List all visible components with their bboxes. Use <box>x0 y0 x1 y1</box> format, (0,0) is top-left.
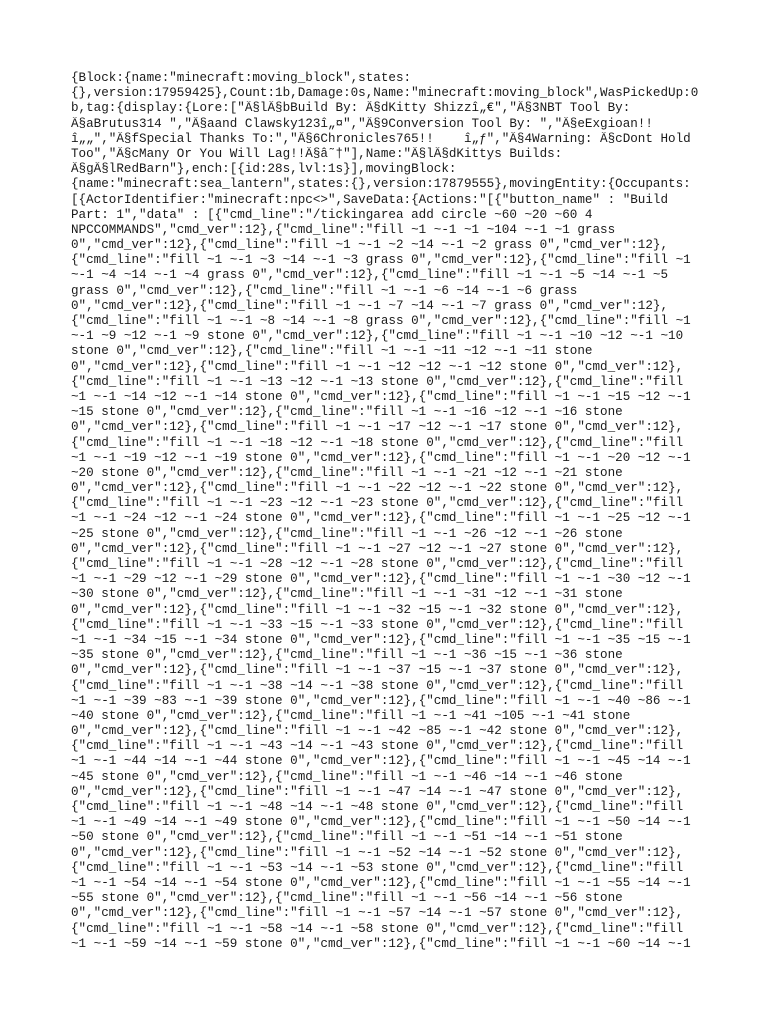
text-line: ~20 stone 0","cmd_ver":12},{"cmd_line":"fill ~1 ~-1 ~21 ~12 ~-1 ~21 stone <box>71 465 623 480</box>
text-line: ~1 ~-1 ~54 ~14 ~-1 ~54 stone 0","cmd_ver":12},{"cmd_line":"fill ~1 ~-1 ~55 ~14 ~-1 <box>71 875 691 890</box>
text-line: Â§aBrutus314 ","Â§aand Clawsky123î„¤","Â§9Conversion Tool By: ","Â§eExgioan!! <box>71 116 653 131</box>
text-line: {"cmd_line":"fill ~1 ~-1 ~23 ~12 ~-1 ~23 stone 0","cmd_ver":12},{"cmd_line":"fill <box>71 496 684 511</box>
text-line: 0","cmd_ver":12},{"cmd_line":"fill ~1 ~-1 ~7 ~14 ~-1 ~7 grass 0","cmd_ver":12}, <box>71 298 669 313</box>
text-line: ~35 stone 0","cmd_ver":12},{"cmd_line":"fill ~1 ~-1 ~36 ~15 ~-1 ~36 stone <box>71 648 623 663</box>
text-line: {"cmd_line":"fill ~1 ~-1 ~13 ~12 ~-1 ~13 stone 0","cmd_ver":12},{"cmd_line":"fill <box>71 374 684 389</box>
text-line: 0","cmd_ver":12},{"cmd_line":"fill ~1 ~-1 ~47 ~14 ~-1 ~47 stone 0","cmd_ver":12}, <box>71 784 684 799</box>
text-line: 0","cmd_ver":12},{"cmd_line":"fill ~1 ~-1 ~2 ~14 ~-1 ~2 grass 0","cmd_ver":12}, <box>71 238 669 253</box>
text-line: grass 0","cmd_ver":12},{"cmd_line":"fill ~1 ~-1 ~6 ~14 ~-1 ~6 grass <box>71 283 578 298</box>
text-line: stone 0","cmd_ver":12},{"cmd_line":"fill ~1 ~-1 ~11 ~12 ~-1 ~11 stone <box>71 344 593 359</box>
text-line: ~-1 ~9 ~12 ~-1 ~9 stone 0","cmd_ver":12},{"cmd_line":"fill ~1 ~-1 ~10 ~12 ~-1 ~10 <box>71 329 684 344</box>
text-line: ~1 ~-1 ~34 ~15 ~-1 ~34 stone 0","cmd_ver":12},{"cmd_line":"fill ~1 ~-1 ~35 ~15 ~-1 <box>71 632 691 647</box>
text-line: ~1 ~-1 ~19 ~12 ~-1 ~19 stone 0","cmd_ver":12},{"cmd_line":"fill ~1 ~-1 ~20 ~12 ~-1 <box>71 450 691 465</box>
text-line: {"cmd_line":"fill ~1 ~-1 ~3 ~14 ~-1 ~3 grass 0","cmd_ver":12},{"cmd_line":"fill ~1 <box>71 253 691 268</box>
text-line: {"cmd_line":"fill ~1 ~-1 ~38 ~14 ~-1 ~38 stone 0","cmd_ver":12},{"cmd_line":"fill <box>71 678 684 693</box>
text-line: ~1 ~-1 ~14 ~12 ~-1 ~14 stone 0","cmd_ver":12},{"cmd_line":"fill ~1 ~-1 ~15 ~12 ~-1 <box>71 389 691 404</box>
document-text-block <box>71 71 701 952</box>
text-line: ~45 stone 0","cmd_ver":12},{"cmd_line":"fill ~1 ~-1 ~46 ~14 ~-1 ~46 stone <box>71 769 623 784</box>
text-line: 0","cmd_ver":12},{"cmd_line":"fill ~1 ~-1 ~37 ~15 ~-1 ~37 stone 0","cmd_ver":12}, <box>71 663 684 678</box>
document-page <box>71 71 701 952</box>
text-line: ~-1 ~4 ~14 ~-1 ~4 grass 0","cmd_ver":12},{"cmd_line":"fill ~1 ~-1 ~5 ~14 ~-1 ~5 <box>71 268 669 283</box>
text-line: {"cmd_line":"fill ~1 ~-1 ~58 ~14 ~-1 ~58 stone 0","cmd_ver":12},{"cmd_line":"fill <box>71 921 684 936</box>
text-line: {"cmd_line":"fill ~1 ~-1 ~43 ~14 ~-1 ~43 stone 0","cmd_ver":12},{"cmd_line":"fill <box>71 739 684 754</box>
text-line: î„„","Â§fSpecial Thanks To:","Â§6Chronicles765!! î„ƒ","Â§4Warning: Â§cDont Hold <box>71 131 691 146</box>
text-line: ~1 ~-1 ~44 ~14 ~-1 ~44 stone 0","cmd_ver":12},{"cmd_line":"fill ~1 ~-1 ~45 ~14 ~-1 <box>71 754 691 769</box>
text-line: ~30 stone 0","cmd_ver":12},{"cmd_line":"fill ~1 ~-1 ~31 ~12 ~-1 ~31 stone <box>71 587 623 602</box>
text-line: Too","Â§cMany Or You Will Lag!!Â§â˜†"],Name:"Â§lÂ§dKittys Builds: <box>71 146 563 161</box>
text-line: 0","cmd_ver":12},{"cmd_line":"fill ~1 ~-1 ~17 ~12 ~-1 ~17 stone 0","cmd_ver":12}, <box>71 420 684 435</box>
text-line: {"cmd_line":"fill ~1 ~-1 ~53 ~14 ~-1 ~53 stone 0","cmd_ver":12},{"cmd_line":"fill <box>71 860 684 875</box>
text-line: ~1 ~-1 ~29 ~12 ~-1 ~29 stone 0","cmd_ver":12},{"cmd_line":"fill ~1 ~-1 ~30 ~12 ~-1 <box>71 572 691 587</box>
text-line: 0","cmd_ver":12},{"cmd_line":"fill ~1 ~-1 ~57 ~14 ~-1 ~57 stone 0","cmd_ver":12}, <box>71 906 684 921</box>
text-line: 0","cmd_ver":12},{"cmd_line":"fill ~1 ~-1 ~42 ~85 ~-1 ~42 stone 0","cmd_ver":12}, <box>71 724 684 739</box>
text-line: {"cmd_line":"fill ~1 ~-1 ~28 ~12 ~-1 ~28 stone 0","cmd_ver":12},{"cmd_line":"fill <box>71 557 684 571</box>
text-line: ~15 stone 0","cmd_ver":12},{"cmd_line":"fill ~1 ~-1 ~16 ~12 ~-1 ~16 stone <box>71 405 623 420</box>
text-line: {name:"minecraft:sea_lantern",states:{},version:17879555},movingEntity:{Occupants: <box>71 177 691 192</box>
text-line: ~40 stone 0","cmd_ver":12},{"cmd_line":"fill ~1 ~-1 ~41 ~105 ~-1 ~41 stone <box>71 708 631 723</box>
text-line: {"cmd_line":"fill ~1 ~-1 ~48 ~14 ~-1 ~48 stone 0","cmd_ver":12},{"cmd_line":"fill <box>71 800 684 814</box>
text-line: ~1 ~-1 ~49 ~14 ~-1 ~49 stone 0","cmd_ver":12},{"cmd_line":"fill ~1 ~-1 ~50 ~14 ~-1 <box>71 815 691 830</box>
text-line: 0","cmd_ver":12},{"cmd_line":"fill ~1 ~-1 ~52 ~14 ~-1 ~52 stone 0","cmd_ver":12}, <box>71 845 684 860</box>
text-line: 0","cmd_ver":12},{"cmd_line":"fill ~1 ~-1 ~32 ~15 ~-1 ~32 stone 0","cmd_ver":12}, <box>71 602 684 617</box>
text-line: {"cmd_line":"fill ~1 ~-1 ~33 ~15 ~-1 ~33 stone 0","cmd_ver":12},{"cmd_line":"fill <box>71 617 684 632</box>
text-line: ~50 stone 0","cmd_ver":12},{"cmd_line":"fill ~1 ~-1 ~51 ~14 ~-1 ~51 stone <box>71 830 623 845</box>
text-line: b,tag:{display:{Lore:["Â§lÂ§bBuild By: Â§dKitty Shizzî„€","Â§3NBT Tool By: <box>71 101 631 116</box>
text-line: 0","cmd_ver":12},{"cmd_line":"fill ~1 ~-1 ~27 ~12 ~-1 ~27 stone 0","cmd_ver":12}, <box>71 541 684 556</box>
text-line: {"cmd_line":"fill ~1 ~-1 ~18 ~12 ~-1 ~18 stone 0","cmd_ver":12},{"cmd_line":"fill <box>71 435 684 450</box>
text-line: Â§gÂ§lRedBarn"},ench:[{id:28s,lvl:1s}],movingBlock: <box>71 162 457 177</box>
text-line: 0","cmd_ver":12},{"cmd_line":"fill ~1 ~-1 ~22 ~12 ~-1 ~22 stone 0","cmd_ver":12}, <box>71 481 684 496</box>
text-line: ~55 stone 0","cmd_ver":12},{"cmd_line":"fill ~1 ~-1 ~56 ~14 ~-1 ~56 stone <box>71 891 623 906</box>
text-line: NPCCOMMANDS","cmd_ver":12},{"cmd_line":"fill ~1 ~-1 ~1 ~104 ~-1 ~1 grass <box>71 222 616 237</box>
text-line: [{ActorIdentifier:"minecraft:npc<>",SaveData:{Actions:"[{"button_name" : "Build <box>71 192 669 207</box>
text-line: ~25 stone 0","cmd_ver":12},{"cmd_line":"fill ~1 ~-1 ~26 ~12 ~-1 ~26 stone <box>71 526 623 541</box>
text-line: ~1 ~-1 ~24 ~12 ~-1 ~24 stone 0","cmd_ver":12},{"cmd_line":"fill ~1 ~-1 ~25 ~12 ~-1 <box>71 511 691 526</box>
text-line: {"cmd_line":"fill ~1 ~-1 ~8 ~14 ~-1 ~8 grass 0","cmd_ver":12},{"cmd_line":"fill ~1 <box>71 314 691 328</box>
text-line: 0","cmd_ver":12},{"cmd_line":"fill ~1 ~-1 ~12 ~12 ~-1 ~12 stone 0","cmd_ver":12}, <box>71 359 684 374</box>
text-line: Part: 1","data" : [{"cmd_line":"/tickingarea add circle ~60 ~20 ~60 4 <box>71 207 593 222</box>
text-line: {Block:{name:"minecraft:moving_block",states: <box>71 71 412 85</box>
text-line: ~1 ~-1 ~59 ~14 ~-1 ~59 stone 0","cmd_ver":12},{"cmd_line":"fill ~1 ~-1 ~60 ~14 ~-1 <box>71 936 691 951</box>
text-line: ~1 ~-1 ~39 ~83 ~-1 ~39 stone 0","cmd_ver":12},{"cmd_line":"fill ~1 ~-1 ~40 ~86 ~-1 <box>71 693 691 708</box>
text-line: {},version:17959425},Count:1b,Damage:0s,Name:"minecraft:moving_block",WasPickedUp:0 <box>71 86 699 101</box>
